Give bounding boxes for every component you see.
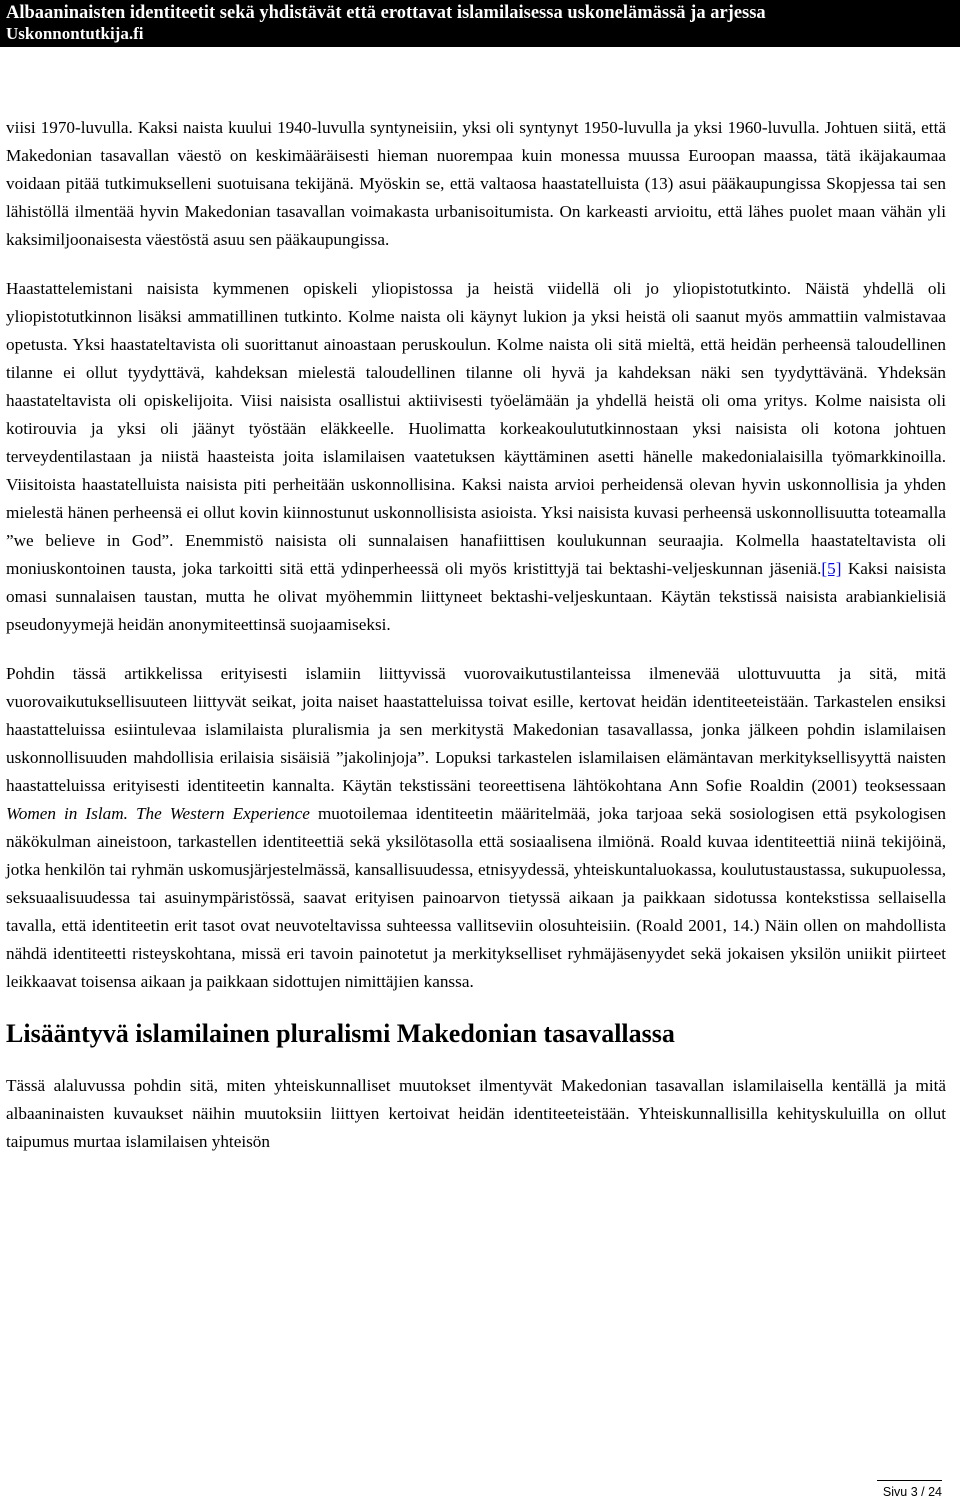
page-number: Sivu 3 / 24 xyxy=(877,1480,942,1500)
paragraph-4: Tässä alaluvussa pohdin sitä, miten yhteiskunnalliset muutokset ilmentyvät Makedonian tasavallan islamilaisella kentällä ja mitä albaaninaisten kuvaukset näihin muutoksiin liittyen kertoivat heidän identiteeteistään. Yhteiskunnallisilla kehityskuluilla on ollut taipumus murtaa islamilaisen yhteisön xyxy=(6,1076,946,1151)
footnote-link-5[interactable]: [5] xyxy=(821,559,842,578)
paragraph-3-text-cont: muotoilemaa identiteetin määritelmää, joka tarjoaa sekä sosiologisen että psykologisen näkökulman aineistoon, tarkastellen identiteettiä sekä yksilötasolla että sosiaalisena ilmiönä. Roald kuvaa identiteettiä niinä tekijöinä, jotka henkilön tai ryhmän uskomusjärjestelmässä, kansallisuudessa, etnisyydessä, yhteiskuntaluokassa, koulutustaustassa, sukupuolessa, seksuaalisuudessa tai asuinympäristössä, saavat erityisen painoarvon tietyssä aikaan ja paikkaan sidotussa kontekstissa sellaisella tavalla, että identiteetin erit tasot ovat neuvoteltavissa suhteessa vallitseviin olosuhteisiin. (Roald 2001, 14.) Näin ollen on mahdollista nähdä identiteetti risteyskohtana, missä eri tavoin painotetut ja merkitykselliset ryhmäjäsenyydet sekä jokaisen yksilön uniikit piirteet leikkaavat toisensa aikaan ja paikkaan sidottujen nimittäjien kanssa. xyxy=(6,804,946,991)
article-body xyxy=(6,114,946,1156)
paragraph-2 xyxy=(6,275,946,639)
paragraph-1: viisi 1970-luvulla. Kaksi naista kuului 1940-luvulla syntyneisiin, yksi oli syntynyt 1950-luvulla ja yksi 1960-luvulla. Johtuen siitä, että Makedonian tasavallan väestö on keskimääräisesti hieman nuorempaa kuin monessa muussa Euroopan maassa, tätä ikäjakaumaa voidaan pitää tutkimukselleni suotuisana tekijänä. Myöskin se, että valtaosa haastatelluista (13) asui pääkaupungissa Skopjessa tai sen lähistöllä ilmentää hyvin Makedonian tasavallan voimakasta urbanisoitumista. On karkeasti arvioitu, että lähes puolet maan vähän yli kaksimiljoonaisesta väestöstä asuu sen pääkaupungissa. xyxy=(6,118,946,249)
document-title: Albaaninaisten identiteetit sekä yhdistävät että erottavat islamilaisessa uskonelämässä ja arjessa xyxy=(6,3,766,23)
section-heading: Lisääntyvä islamilainen pluralismi Makedonian tasavallassa xyxy=(6,1019,675,1048)
paragraph-2-text: Haastattelemistani naisista kymmenen opiskeli yliopistossa ja heistä viidellä oli jo yliopistotutkinto. Näistä yhdellä oli yliopistotutkinnon lisäksi ammatillinen tutkinto. Kolme naista oli käynyt lukion ja yksi heistä oli saanut myös ammattiin valmistavaa opetusta. Yksi haastateltavista oli suorittanut ainoastaan peruskoulun. Kolme naista oli sitä mieltä, että heidän perheensä taloudellinen tilanne ei ollut tyydyttävä, kahdeksan mielestä taloudellinen tilanne oli hyvä ja kahdeksan näki sen tyydyttävänä. Yhdeksän haastateltavista oli opiskelijoita. Viisi naisista osallistui aktiivisesti työelämään ja yhdellä heistä oli oma yritys. Kolme naisista oli kotirouvia ja yksi oli jäänyt työstään eläkkeelle. Huolimatta korkeakoulututkinnostaan yksi naisista oli kotona johtuen terveydentilastaan ja niistä haasteista joita islamilaisen vaatetuksen käyttäminen asetti hänelle makedonialaisilla työmarkkinoilla. Viisitoista haastatelluista naisista piti perheitään uskonnollisina. Kaksi naista arvioi perheidensä olevan hyvin uskonnollisia ja yhden mielestä hänen perheensä ei ollut kovin kiinnostunut uskonnollisista asioista. Yksi naisista kuvasi perheensä uskonnollisuutta toteamalla ”we believe in God”. Enemmistö naisista oli sunnalaisen hanafiittisen koulukunnan seuraajia. Kolmella haastateltavista oli moniuskontoinen tausta, joka tarkoitti sitä että ydinperheessä oli myös kristittyjä tai bektashi-veljeskunnan jäseniä. xyxy=(6,279,946,578)
paragraph-3-text: Pohdin tässä artikkelissa erityisesti islamiin liittyvissä vuorovaikutustilanteissa ilmenevää ulottuvuutta ja sitä, mitä vuorovaikutuksellisuuteen liittyvät seikat, joita naiset haastatteluissa toivat esille, kertovat heidän identiteeteistään. Tarkastelen ensiksi haastatteluissa esiintulevaa islamilaista pluralismia ja sen merkitystä Makedonian tasavallassa, jonka jälkeen pohdin islamilaisen uskonnollisuuden mahdollisia erilaisia sisäisiä ”jakolinjoja”. Lopuksi tarkastelen islamilaisen elämäntavan merkityksellisyyttä naisten haastatteluissa erityisesti identiteetin kannalta. Käytän tekstissäni teoreettisena lähtökohtana Ann Sofie Roaldin (2001) teoksessaan xyxy=(6,664,946,795)
book-title: Women in Islam. The Western Experience xyxy=(6,804,310,823)
page-header xyxy=(0,0,960,47)
paragraph-2-text-cont: Kaksi naisista omasi sunnalaisen taustan, mutta he olivat myöhemmin liittyneet bektashi-veljeskuntaan. Käytän tekstissä naisista arabiankielisiä pseudonyymejä heidän anonymiteettinsä suojaamiseksi. xyxy=(6,559,946,634)
paragraph-3 xyxy=(6,660,946,996)
site-name: Uskonnontutkija.fi xyxy=(6,24,144,43)
